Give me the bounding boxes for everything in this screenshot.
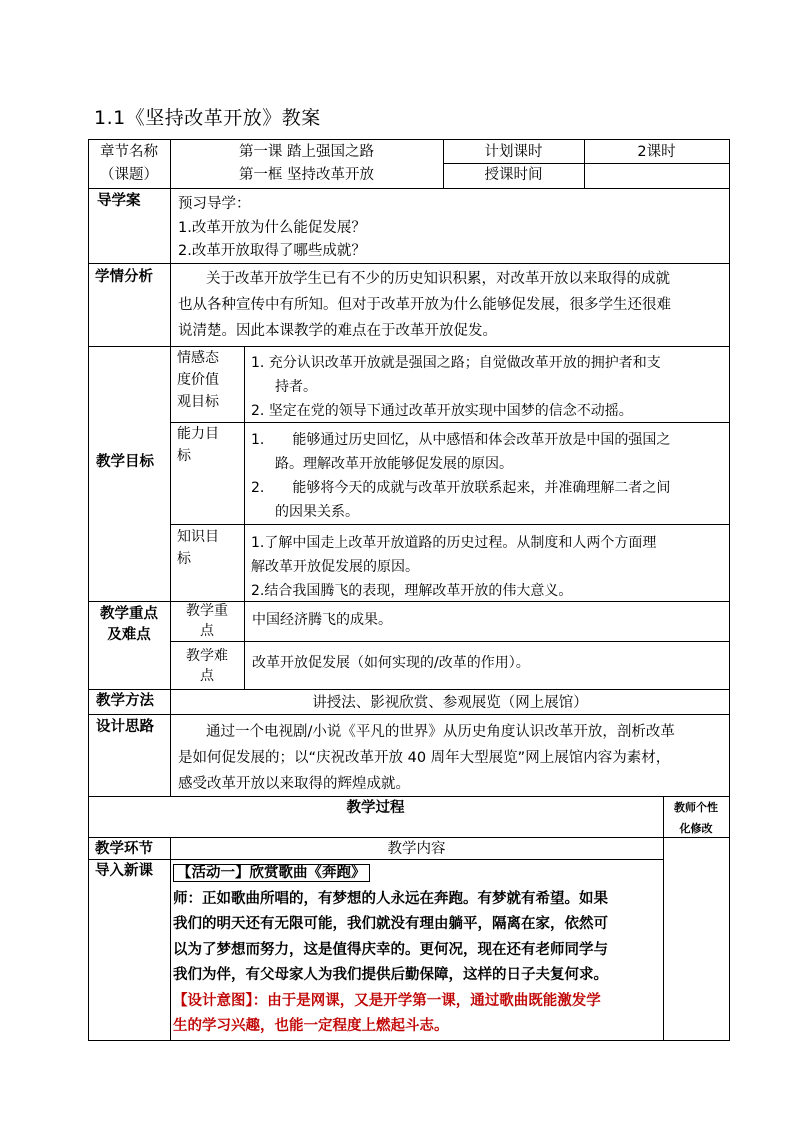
table-border <box>170 524 730 525</box>
lesson-section: 第一框 坚持改革开放 <box>238 167 375 183</box>
design-line: 感受改革开放以来取得的辉煌成就。 <box>178 776 410 792</box>
table-border <box>88 139 89 1040</box>
table-border <box>88 139 730 140</box>
design-intent-line: 【设计意图】：由于是网课，又是开学第一课，通过歌曲既能激发学 <box>173 992 601 1009</box>
process-line: 师：正如歌曲所唱的，有梦想的人永远在奔跑。有梦就有希望。如果 <box>173 890 608 907</box>
design-line: 通过一个电视剧/小说《平凡的世界》从历史角度认识改革开放，剖析改革 <box>206 724 675 740</box>
objectives-label: 教学目标 <box>96 454 154 470</box>
guide-line: 1.改革开放为什么能促发展？ <box>178 219 366 236</box>
process-line: 我们为伴，有父母家人为我们提供后勤保障，这样的日子夫复何求。 <box>173 967 608 983</box>
chapter-label-sub: （课题） <box>100 167 158 183</box>
knowledge-line: 1.了解中国走上改革开放道路的历史过程。从制度和人两个方面理 <box>251 535 657 551</box>
key-point-label: 点 <box>200 623 214 639</box>
teacher-note-label: 化修改 <box>679 822 713 835</box>
key-point-label: 教学重 <box>186 603 228 619</box>
hard-point-label: 教学难 <box>186 648 228 664</box>
emotion-line: 持者。 <box>275 379 317 395</box>
teach-time-label: 授课时间 <box>484 167 543 183</box>
design-line: 是如何促发展的；以“庆祝改革开放 40 周年大型展览”网上展馆内容为素材， <box>178 750 671 766</box>
analysis-line: 说清楚。因此本课教学的难点在于改革开放促发。 <box>178 323 497 339</box>
focus-label: 及难点 <box>107 627 151 643</box>
emotion-line: 2. 坚定在党的领导下通过改革开放实现中国梦的信念不动摇。 <box>251 403 633 419</box>
ability-line: 的因果关系。 <box>275 504 359 520</box>
activity-title: 【活动一】欣赏歌曲《奔跑》 <box>173 864 370 882</box>
guide-line: 预习导学： <box>178 196 251 212</box>
process-title: 教学过程 <box>346 800 405 816</box>
emotion-label: 度价值 <box>177 372 219 388</box>
guide-label: 导学案 <box>97 193 141 209</box>
table-border <box>729 139 730 1040</box>
ability-line: 1. 能够通过历史回忆，从中感悟和体会改革开放是中国的强国之 <box>251 432 671 448</box>
ability-label: 能力目 <box>177 426 219 442</box>
process-line: 以为了梦想而努力，这是值得庆幸的。更何况，现在还有老师同学与 <box>173 941 608 958</box>
teacher-note-label: 教师个性 <box>674 801 718 814</box>
focus-label: 教学重点 <box>100 606 158 622</box>
hard-point-value: 改革开放促发展（如何实现的/改革的作用）。 <box>252 655 530 671</box>
table-border <box>88 188 730 189</box>
knowledge-label: 知识目 <box>177 529 219 545</box>
plan-hours-label: 计划课时 <box>484 144 543 160</box>
method-label: 教学方法 <box>96 693 154 709</box>
ability-line: 2. 能够将今天的成就与改革开放联系起来，并准确理解二者之间 <box>251 480 671 496</box>
stage-label: 教学环节 <box>95 841 153 857</box>
analysis-line: 也从各种宣传中有所知。但对于改革开放为什么能够促发展，很多学生还很难 <box>178 297 671 313</box>
analysis-label: 学情分析 <box>95 269 153 285</box>
emotion-line: 1. 充分认识改革开放就是强国之路；自觉做改革开放的拥护者和支 <box>251 355 661 371</box>
ability-label: 标 <box>177 448 191 464</box>
intro-label: 导入新课 <box>95 863 153 879</box>
process-line: 我们的明天还有无限可能，我们就没有理由躺平，隔离在家，依然可 <box>173 916 608 932</box>
table-border <box>244 346 245 689</box>
emotion-label: 观目标 <box>177 394 219 410</box>
hard-point-label: 点 <box>200 668 214 684</box>
ability-line: 路。理解改革开放能够促发展的原因。 <box>275 456 513 472</box>
emotion-label: 情感态 <box>177 350 219 366</box>
table-border <box>170 837 171 1040</box>
design-label: 设计思路 <box>96 719 154 735</box>
knowledge-line: 解改革开放促发展的原因。 <box>251 559 419 575</box>
table-border <box>88 689 730 690</box>
guide-line: 2.改革开放取得了哪些成就？ <box>178 243 366 259</box>
chapter-label: 章节名称 <box>100 144 158 160</box>
content-label: 教学内容 <box>387 841 446 857</box>
lesson-name: 第一课 踏上强国之路 <box>238 144 375 160</box>
knowledge-line: 2.结合我国腾飞的表现，理解改革开放的伟大意义。 <box>251 583 573 599</box>
design-intent-line: 生的学习兴趣，也能一定程度上燃起斗志。 <box>173 1018 449 1034</box>
table-border <box>170 641 730 642</box>
knowledge-label: 标 <box>177 551 191 567</box>
method-value: 讲授法、影视欣赏、参观展览（网上展馆） <box>312 695 588 711</box>
key-point-value: 中国经济腾飞的成果。 <box>252 612 392 628</box>
table-border <box>88 1040 730 1041</box>
analysis-line: 关于改革开放学生已有不少的历史知识积累，对改革开放以来取得的成就 <box>206 271 670 287</box>
page-title: 1.1《坚持改革开放》教案 <box>94 107 321 129</box>
plan-hours-value: 2课时 <box>637 144 676 160</box>
